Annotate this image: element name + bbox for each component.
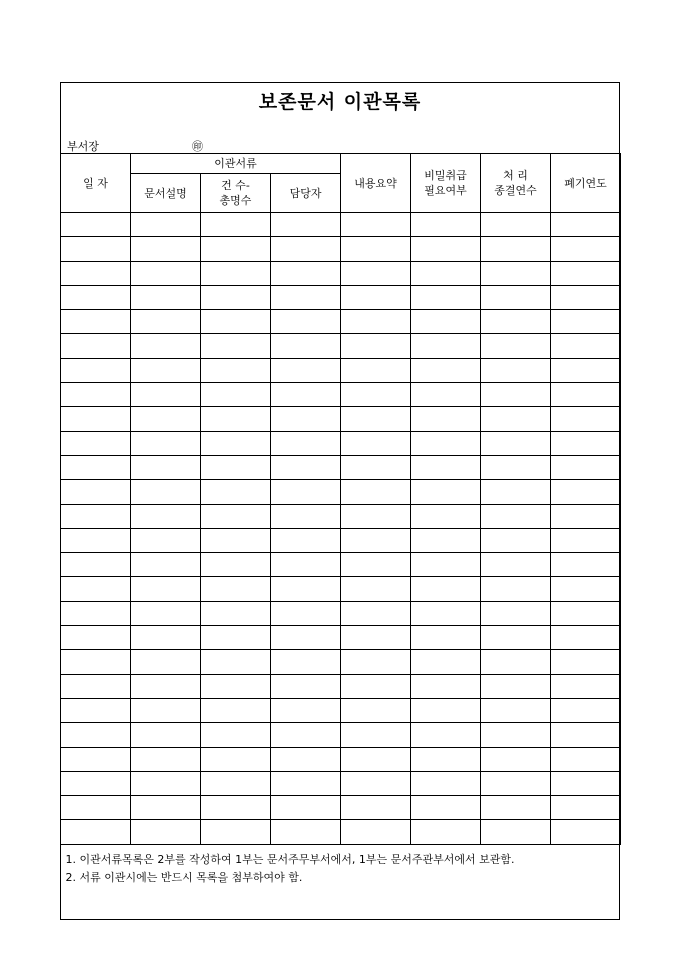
table-cell[interactable] <box>271 771 341 795</box>
table-cell[interactable] <box>61 820 131 844</box>
table-cell[interactable] <box>341 601 411 625</box>
table-cell[interactable] <box>271 820 341 844</box>
table-cell[interactable] <box>131 237 201 261</box>
table-cell[interactable] <box>481 480 551 504</box>
table-cell[interactable] <box>411 626 481 650</box>
table-cell[interactable] <box>271 237 341 261</box>
table-cell[interactable] <box>481 577 551 601</box>
table-cell[interactable] <box>551 431 621 455</box>
table-cell[interactable] <box>271 553 341 577</box>
table-cell[interactable] <box>61 455 131 479</box>
table-cell[interactable] <box>411 285 481 309</box>
table-cell[interactable] <box>341 213 411 237</box>
table-cell[interactable] <box>131 358 201 382</box>
table-row <box>61 285 621 309</box>
table-cell[interactable] <box>551 213 621 237</box>
table-row <box>61 334 621 358</box>
table-cell[interactable] <box>201 213 271 237</box>
table-cell[interactable] <box>341 723 411 747</box>
table-cell[interactable] <box>201 796 271 820</box>
table-row <box>61 577 621 601</box>
table-cell[interactable] <box>131 674 201 698</box>
table-row <box>61 213 621 237</box>
table-cell[interactable] <box>551 650 621 674</box>
table-cell[interactable] <box>341 626 411 650</box>
table-row <box>61 383 621 407</box>
table-cell[interactable] <box>271 334 341 358</box>
table-cell[interactable] <box>481 383 551 407</box>
header-processing-text: 처 리 종결연수 <box>494 169 537 197</box>
table-cell[interactable] <box>341 358 411 382</box>
table-cell[interactable] <box>551 674 621 698</box>
table-cell[interactable] <box>411 237 481 261</box>
table-cell[interactable] <box>481 553 551 577</box>
table-cell[interactable] <box>551 577 621 601</box>
table-cell[interactable] <box>411 431 481 455</box>
table-cell[interactable] <box>61 261 131 285</box>
table-cell[interactable] <box>61 237 131 261</box>
table-cell[interactable] <box>271 796 341 820</box>
form-title: 보존문서 이관목록 <box>258 91 422 113</box>
table-row <box>61 626 621 650</box>
table-cell[interactable] <box>61 504 131 528</box>
table-cell[interactable] <box>411 358 481 382</box>
table-cell[interactable] <box>551 771 621 795</box>
table-cell[interactable] <box>61 747 131 771</box>
table-cell[interactable] <box>131 820 201 844</box>
table-cell[interactable] <box>481 674 551 698</box>
table-cell[interactable] <box>551 237 621 261</box>
table-row <box>61 698 621 722</box>
table-cell[interactable] <box>201 723 271 747</box>
table-cell[interactable] <box>131 553 201 577</box>
table-cell[interactable] <box>481 237 551 261</box>
header-processing <box>481 154 551 213</box>
table-cell[interactable] <box>201 237 271 261</box>
table-row <box>61 480 621 504</box>
table-cell[interactable] <box>551 796 621 820</box>
table-cell[interactable] <box>61 601 131 625</box>
table-cell[interactable] <box>201 310 271 334</box>
table-cell[interactable] <box>481 796 551 820</box>
table-cell[interactable] <box>551 601 621 625</box>
table-row <box>61 455 621 479</box>
table-cell[interactable] <box>271 650 341 674</box>
table-cell[interactable] <box>271 626 341 650</box>
table-cell[interactable] <box>341 383 411 407</box>
table-cell[interactable] <box>341 261 411 285</box>
table-cell[interactable] <box>201 285 271 309</box>
table-cell[interactable] <box>131 650 201 674</box>
table-cell[interactable] <box>271 577 341 601</box>
seal-mark: ㊞ <box>192 140 203 153</box>
table-cell[interactable] <box>341 334 411 358</box>
table-cell[interactable] <box>201 820 271 844</box>
table-cell[interactable] <box>481 334 551 358</box>
transfer-list-form <box>60 82 620 920</box>
table-cell[interactable] <box>481 771 551 795</box>
table-cell[interactable] <box>271 674 341 698</box>
table-body <box>61 213 621 845</box>
table-cell[interactable] <box>341 674 411 698</box>
table-cell[interactable] <box>201 747 271 771</box>
table-cell[interactable] <box>201 480 271 504</box>
table-cell[interactable] <box>341 237 411 261</box>
table-cell[interactable] <box>131 771 201 795</box>
table-cell[interactable] <box>131 601 201 625</box>
table-cell[interactable] <box>131 455 201 479</box>
table-cell[interactable] <box>481 407 551 431</box>
table-cell[interactable] <box>411 553 481 577</box>
table-row <box>61 601 621 625</box>
table-cell[interactable] <box>481 528 551 552</box>
table-row <box>61 407 621 431</box>
table-row <box>61 261 621 285</box>
table-cell[interactable] <box>341 528 411 552</box>
table-cell[interactable] <box>61 480 131 504</box>
table-row <box>61 796 621 820</box>
note-2: 2. 서류 이관시에는 반드시 목록을 첨부하여야 함. <box>65 870 303 884</box>
table-cell[interactable] <box>341 698 411 722</box>
table-cell[interactable] <box>131 285 201 309</box>
header-date: 일 자 <box>61 154 131 213</box>
table-cell[interactable] <box>61 723 131 747</box>
table-row <box>61 674 621 698</box>
table-cell[interactable] <box>481 626 551 650</box>
table-cell[interactable] <box>271 723 341 747</box>
table-cell[interactable] <box>411 213 481 237</box>
table-cell[interactable] <box>131 310 201 334</box>
table-cell[interactable] <box>131 626 201 650</box>
table-row <box>61 553 621 577</box>
notes-cell <box>61 844 621 900</box>
table-cell[interactable] <box>411 504 481 528</box>
table-cell[interactable] <box>131 383 201 407</box>
table-cell[interactable] <box>341 455 411 479</box>
table-cell[interactable] <box>341 796 411 820</box>
table-row <box>61 358 621 382</box>
table-cell[interactable] <box>271 455 341 479</box>
table-row <box>61 650 621 674</box>
table-cell[interactable] <box>411 383 481 407</box>
table-cell[interactable] <box>411 455 481 479</box>
table-cell[interactable] <box>411 650 481 674</box>
table-cell[interactable] <box>201 528 271 552</box>
table-cell[interactable] <box>481 261 551 285</box>
table-cell[interactable] <box>61 771 131 795</box>
table-cell[interactable] <box>341 310 411 334</box>
table-cell[interactable] <box>411 723 481 747</box>
table-cell[interactable] <box>551 820 621 844</box>
table-cell[interactable] <box>271 261 341 285</box>
table-cell[interactable] <box>481 504 551 528</box>
table-cell[interactable] <box>551 553 621 577</box>
table-cell[interactable] <box>271 383 341 407</box>
table-cell[interactable] <box>271 480 341 504</box>
table-cell[interactable] <box>201 455 271 479</box>
table-cell[interactable] <box>341 480 411 504</box>
table-cell[interactable] <box>201 577 271 601</box>
table-cell[interactable] <box>411 771 481 795</box>
table-cell[interactable] <box>551 528 621 552</box>
table-cell[interactable] <box>411 334 481 358</box>
table-cell[interactable] <box>201 431 271 455</box>
table-cell[interactable] <box>131 480 201 504</box>
table-cell[interactable] <box>61 358 131 382</box>
table-cell[interactable] <box>61 577 131 601</box>
table-cell[interactable] <box>551 747 621 771</box>
table-cell[interactable] <box>481 431 551 455</box>
header-disposal: 폐기연도 <box>551 154 621 213</box>
table-row <box>61 747 621 771</box>
table-cell[interactable] <box>61 431 131 455</box>
header-doc-desc: 문서설명 <box>131 174 201 213</box>
table-cell[interactable] <box>481 358 551 382</box>
table-cell[interactable] <box>341 650 411 674</box>
header-count-text: 건 수- 총명수 <box>219 179 252 207</box>
table-cell[interactable] <box>411 528 481 552</box>
header-secret-text: 비밀취급 필요여부 <box>424 169 467 197</box>
table-cell[interactable] <box>341 771 411 795</box>
table-cell[interactable] <box>411 698 481 722</box>
table-cell[interactable] <box>131 213 201 237</box>
table-cell[interactable] <box>201 358 271 382</box>
table-cell[interactable] <box>201 601 271 625</box>
table-cell[interactable] <box>61 383 131 407</box>
table-cell[interactable] <box>61 698 131 722</box>
table-row <box>61 820 621 844</box>
table-cell[interactable] <box>61 796 131 820</box>
table-row <box>61 771 621 795</box>
table-cell[interactable] <box>201 261 271 285</box>
table-cell[interactable] <box>61 334 131 358</box>
table-cell[interactable] <box>271 285 341 309</box>
header-person: 담당자 <box>271 174 341 213</box>
table-cell[interactable] <box>201 383 271 407</box>
table-cell[interactable] <box>481 747 551 771</box>
table-cell[interactable] <box>61 407 131 431</box>
table-row <box>61 237 621 261</box>
table-cell[interactable] <box>551 504 621 528</box>
table-cell[interactable] <box>61 310 131 334</box>
table-cell[interactable] <box>341 407 411 431</box>
table-cell[interactable] <box>411 674 481 698</box>
table-cell[interactable] <box>551 455 621 479</box>
table-row <box>61 528 621 552</box>
table-cell[interactable] <box>271 698 341 722</box>
table-cell[interactable] <box>551 285 621 309</box>
table-cell[interactable] <box>481 455 551 479</box>
table-cell[interactable] <box>271 358 341 382</box>
table-cell[interactable] <box>131 796 201 820</box>
table-cell[interactable] <box>481 723 551 747</box>
table-cell[interactable] <box>61 553 131 577</box>
table-cell[interactable] <box>131 528 201 552</box>
table-cell[interactable] <box>411 261 481 285</box>
table-cell[interactable] <box>551 626 621 650</box>
table-cell[interactable] <box>411 601 481 625</box>
table-cell[interactable] <box>341 747 411 771</box>
table-cell[interactable] <box>341 577 411 601</box>
table-cell[interactable] <box>61 626 131 650</box>
table-cell[interactable] <box>271 504 341 528</box>
table-cell[interactable] <box>341 820 411 844</box>
table-cell[interactable] <box>201 334 271 358</box>
table-cell[interactable] <box>131 407 201 431</box>
table-row <box>61 723 621 747</box>
table-cell[interactable] <box>271 601 341 625</box>
table-cell[interactable] <box>61 213 131 237</box>
table-cell[interactable] <box>131 504 201 528</box>
table-cell[interactable] <box>341 285 411 309</box>
table-cell[interactable] <box>271 747 341 771</box>
table-cell[interactable] <box>551 383 621 407</box>
table-cell[interactable] <box>201 626 271 650</box>
table-cell[interactable] <box>201 504 271 528</box>
table-cell[interactable] <box>201 553 271 577</box>
table-cell[interactable] <box>341 504 411 528</box>
table-cell[interactable] <box>271 528 341 552</box>
dept-head-label: 부서장 <box>67 140 99 153</box>
table-cell[interactable] <box>481 601 551 625</box>
table-cell[interactable] <box>271 310 341 334</box>
table-cell[interactable] <box>271 213 341 237</box>
table-cell[interactable] <box>271 407 341 431</box>
note-1: 1. 이관서류목록은 2부를 작성하여 1부는 문서주무부서에서, 1부는 문서주관부서에서 보관함. <box>65 852 515 866</box>
table-cell[interactable] <box>551 310 621 334</box>
table-cell[interactable] <box>551 723 621 747</box>
table-cell[interactable] <box>481 310 551 334</box>
table-row <box>61 431 621 455</box>
table-cell[interactable] <box>131 431 201 455</box>
table-row <box>61 504 621 528</box>
header-summary: 내용요약 <box>341 154 411 213</box>
table-cell[interactable] <box>411 480 481 504</box>
table-cell[interactable] <box>341 553 411 577</box>
table-cell[interactable] <box>551 261 621 285</box>
table-cell[interactable] <box>481 820 551 844</box>
table-cell[interactable] <box>271 431 341 455</box>
transfer-table <box>60 153 621 900</box>
table-cell[interactable] <box>481 698 551 722</box>
table-cell[interactable] <box>481 213 551 237</box>
table-cell[interactable] <box>551 480 621 504</box>
table-cell[interactable] <box>481 650 551 674</box>
table-cell[interactable] <box>481 285 551 309</box>
table-cell[interactable] <box>201 698 271 722</box>
table-cell[interactable] <box>411 796 481 820</box>
table-cell[interactable] <box>131 261 201 285</box>
table-cell[interactable] <box>411 407 481 431</box>
table-cell[interactable] <box>61 285 131 309</box>
table-cell[interactable] <box>551 358 621 382</box>
table-cell[interactable] <box>61 674 131 698</box>
table-cell[interactable] <box>411 820 481 844</box>
table-cell[interactable] <box>61 528 131 552</box>
table-cell[interactable] <box>551 407 621 431</box>
header-count <box>201 174 271 213</box>
table-cell[interactable] <box>411 747 481 771</box>
table-cell[interactable] <box>551 698 621 722</box>
table-cell[interactable] <box>131 723 201 747</box>
table-cell[interactable] <box>551 334 621 358</box>
table-cell[interactable] <box>411 310 481 334</box>
header-transfer-docs: 이관서류 <box>131 154 341 174</box>
table-cell[interactable] <box>131 698 201 722</box>
table-cell[interactable] <box>201 650 271 674</box>
table-cell[interactable] <box>201 674 271 698</box>
table-cell[interactable] <box>341 431 411 455</box>
table-cell[interactable] <box>411 577 481 601</box>
table-row <box>61 310 621 334</box>
table-cell[interactable] <box>201 407 271 431</box>
table-cell[interactable] <box>131 747 201 771</box>
table-cell[interactable] <box>201 771 271 795</box>
header-secret <box>411 154 481 213</box>
table-cell[interactable] <box>131 334 201 358</box>
table-cell[interactable] <box>61 650 131 674</box>
table-cell[interactable] <box>131 577 201 601</box>
